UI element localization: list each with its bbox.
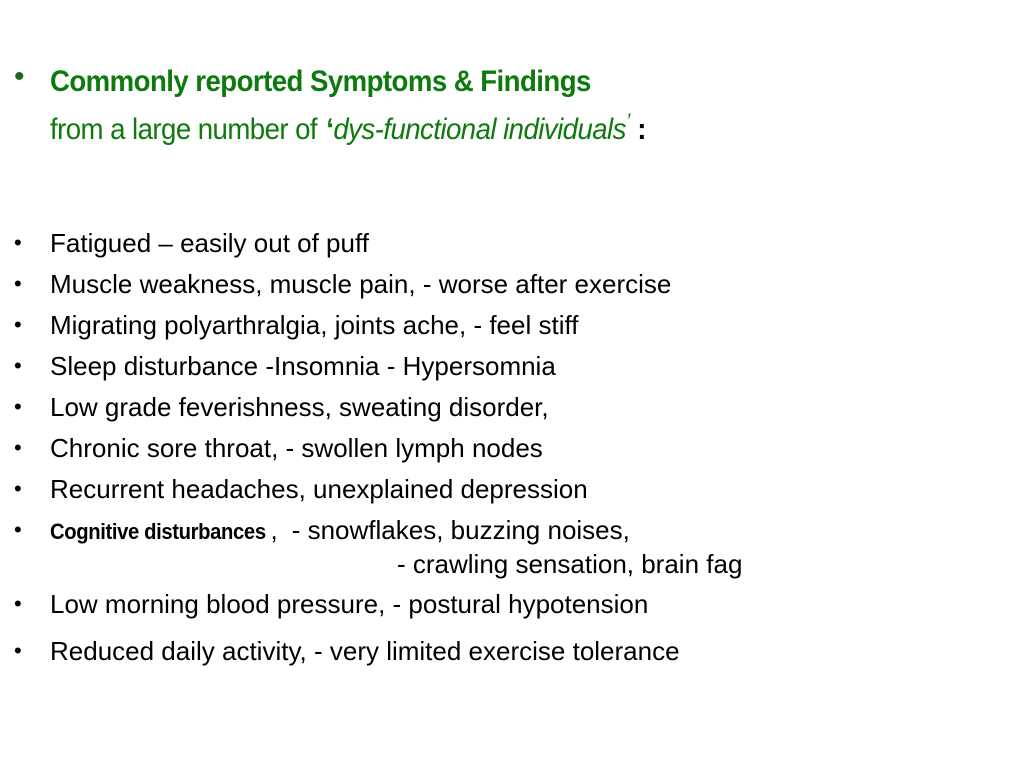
list-item-text: Fatigued – easily out of puff — [50, 228, 369, 258]
list-item-text: Low morning blood pressure, - postural hypotension — [50, 589, 649, 619]
cognitive-comma: , — [270, 515, 278, 545]
heading-title: Commonly reported Symptoms & Findings — [50, 65, 591, 98]
list-item-text: Sleep disturbance -Insomnia - Hypersomnia — [50, 351, 556, 381]
symptom-list — [14, 226, 1004, 675]
list-item-text: Recurrent headaches, unexplained depression — [50, 474, 588, 504]
slide-heading — [14, 62, 1004, 150]
cognitive-line2: - crawling sensation, brain fag — [397, 549, 743, 579]
heading-quote-open: ‘ — [326, 113, 334, 146]
heading-subtitle-italic: dys-functional individuals — [333, 113, 626, 146]
list-item — [14, 472, 1004, 513]
list-item — [14, 267, 1004, 308]
list-bullet: • — [14, 230, 22, 255]
heading-quote-close: ’ — [625, 109, 630, 134]
list-item — [14, 634, 1004, 675]
list-item-text: Muscle weakness, muscle pain, - worse after exercise — [50, 269, 672, 299]
list-item-text: Low grade feverishness, sweating disorder, — [50, 392, 549, 422]
heading-bullet: • — [14, 60, 25, 93]
list-item — [14, 390, 1004, 431]
list-bullet: • — [14, 394, 22, 419]
heading-subtitle-prefix: from a large number of — [50, 113, 318, 146]
heading-bullet-row — [14, 62, 1004, 150]
list-bullet: • — [14, 271, 22, 296]
list-item — [14, 587, 1004, 628]
heading-subtitle — [50, 102, 928, 150]
list-bullet: • — [14, 312, 22, 337]
list-item — [14, 226, 1004, 267]
cognitive-label: Cognitive disturbances — [50, 519, 266, 544]
list-bullet: • — [14, 476, 22, 501]
list-bullet: • — [14, 517, 22, 542]
list-item — [14, 431, 1004, 472]
list-bullet: • — [14, 638, 22, 663]
list-item-cognitive — [14, 513, 1004, 587]
cognitive-line1: - snowflakes, buzzing noises, — [291, 515, 630, 545]
list-item-text: Reduced daily activity, - very limited exercise tolerance — [50, 636, 680, 666]
list-item — [14, 349, 1004, 390]
list-bullet: • — [14, 435, 22, 460]
heading-colon: : — [637, 113, 646, 146]
list-bullet: • — [14, 591, 22, 616]
list-item — [14, 308, 1004, 349]
list-bullet: • — [14, 353, 22, 378]
list-item-text: Migrating polyarthralgia, joints ache, - feel stiff — [50, 310, 579, 340]
list-item-text: Chronic sore throat, - swollen lymph nodes — [50, 433, 543, 463]
